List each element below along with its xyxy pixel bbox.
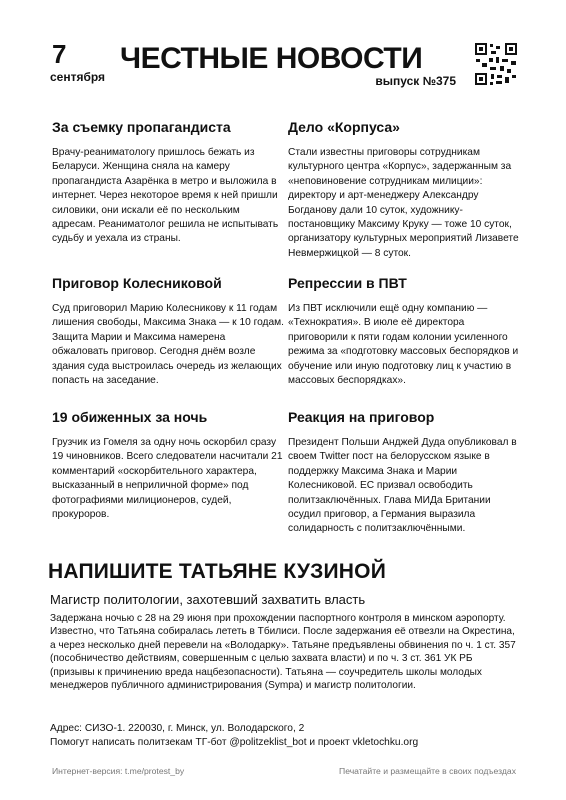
article-pvt xyxy=(288,274,520,388)
footer xyxy=(52,766,516,776)
feature-body: Задержана ночью с 28 на 29 июня при прохождении паспортного контроля в минском аэропорту. Известно, что Татьяна собиралась лететь в Тбилиси. После задержания её отвезли на Окрестина, а через несколько дней перевели на «Володарку». Татьяне предъявлены обвинения по ч. 1 ст. 357 (пособничество действиям, совершенным с целью захвата власти) и по ч. 3 ст. 361 УК РБ (призывы к причинению вреда нацбезопасности). Татьяна — соучредитель школы молодых менеджеров публичного администрирования (Sympa) и магистр политологии. xyxy=(50,613,516,692)
article-reaction xyxy=(288,408,520,537)
article-title: Репрессии в ПВТ xyxy=(288,275,407,291)
newspaper-title: ЧЕСТНЫЕ НОВОСТИ xyxy=(120,42,423,75)
help-links[interactable]: Помогут написать политзекам ТГ-бот @politzeklist_bot и проект vkletochku.org xyxy=(50,737,419,748)
issue-number: выпуск №375 xyxy=(375,74,456,88)
footer-print-note: Печатайте и размещайте в своих подъездах xyxy=(339,766,516,776)
footer-web-link[interactable]: Интернет-версия: t.me/protest_by xyxy=(52,766,185,776)
article-text: Врачу-реаниматологу пришлось бежать из Беларуси. Женщина сняла на камеру пропагандиста Азарёнка в метро и выложила в интернет. Через некоторое время к ней пришли силовики, они искали её по нескольким адресам. Реаниматолог решила не испытывать судьбу и уехала из страны. xyxy=(52,147,279,245)
article-text: Президент Польши Анджей Дуда опубликовал в своем Twitter пост на белорусском языке в поддержку Максима Знака и Марии Колесниковой. ЕС призвал освободить политзаключённых. Глава МИДа Британии осудил приговор, а Германия выразила солидарность с политзаключёнными. xyxy=(288,437,517,535)
article-title: За съемку пропагандиста xyxy=(52,119,231,135)
masthead xyxy=(48,40,518,90)
article-title: Приговор Колесниковой xyxy=(52,275,222,291)
article-title: 19 обиженных за ночь xyxy=(52,409,208,425)
article-title: Реакция на приговор xyxy=(288,409,435,425)
article-kolesnikova xyxy=(52,274,284,388)
issue-day: 7 xyxy=(52,39,67,69)
article-propagandist xyxy=(52,118,284,247)
qr-code-icon[interactable] xyxy=(474,42,518,86)
article-19-offended xyxy=(52,408,284,522)
article-text: Суд приговорил Марию Колесникову к 11 годам лишения свободы, Максима Знака — к 10 годам. Защита Марии и Максима намерена обжаловать приговор. Сегодня днём возле здания суда выстроилась очередь из желающих попасть на заседание. xyxy=(52,303,284,387)
article-text: Из ПВТ исключили ещё одну компанию — «Технократия». В июле её директора приговорили к пяти годам колонии усиленного режима за «подготовку массовых беспорядков и обучение или иную подготовку лиц к участию в массовых беспорядках». xyxy=(288,303,519,387)
prison-address: Адрес: СИЗО-1. 220030, г. Минск, ул. Володарского, 2 xyxy=(50,723,305,734)
feature-subtitle: Магистр политологии, захотевший захватить власть xyxy=(50,592,366,607)
article-text: Стали известны приговоры сотрудникам культурного центра «Корпус», задержанным за «неповиновение сотрудникам милиции»: директору и арт-менеджеру Александру Богданову дали 10 суток, художнику-постановщику Максиму Круку — тоже 10 суток, организатору культурных мероприятий Лизавете Невмержицкой — 8 суток. xyxy=(288,147,519,259)
feature-contact xyxy=(50,722,520,750)
issue-month: сентября xyxy=(50,70,106,84)
article-text: Грузчик из Гомеля за одну ночь оскорбил сразу 19 чиновников. Всего следователи насчитали 21 комментарий «оскорбительного характера, высказанный в неприличной форме» под фотографиями милиционеров, судей, прокуроров. xyxy=(52,437,283,521)
feature-title: НАПИШИТЕ ТАТЬЯНЕ КУЗИНОЙ xyxy=(48,560,387,583)
article-korpus xyxy=(288,118,520,261)
article-title: Дело «Корпуса» xyxy=(288,119,400,135)
